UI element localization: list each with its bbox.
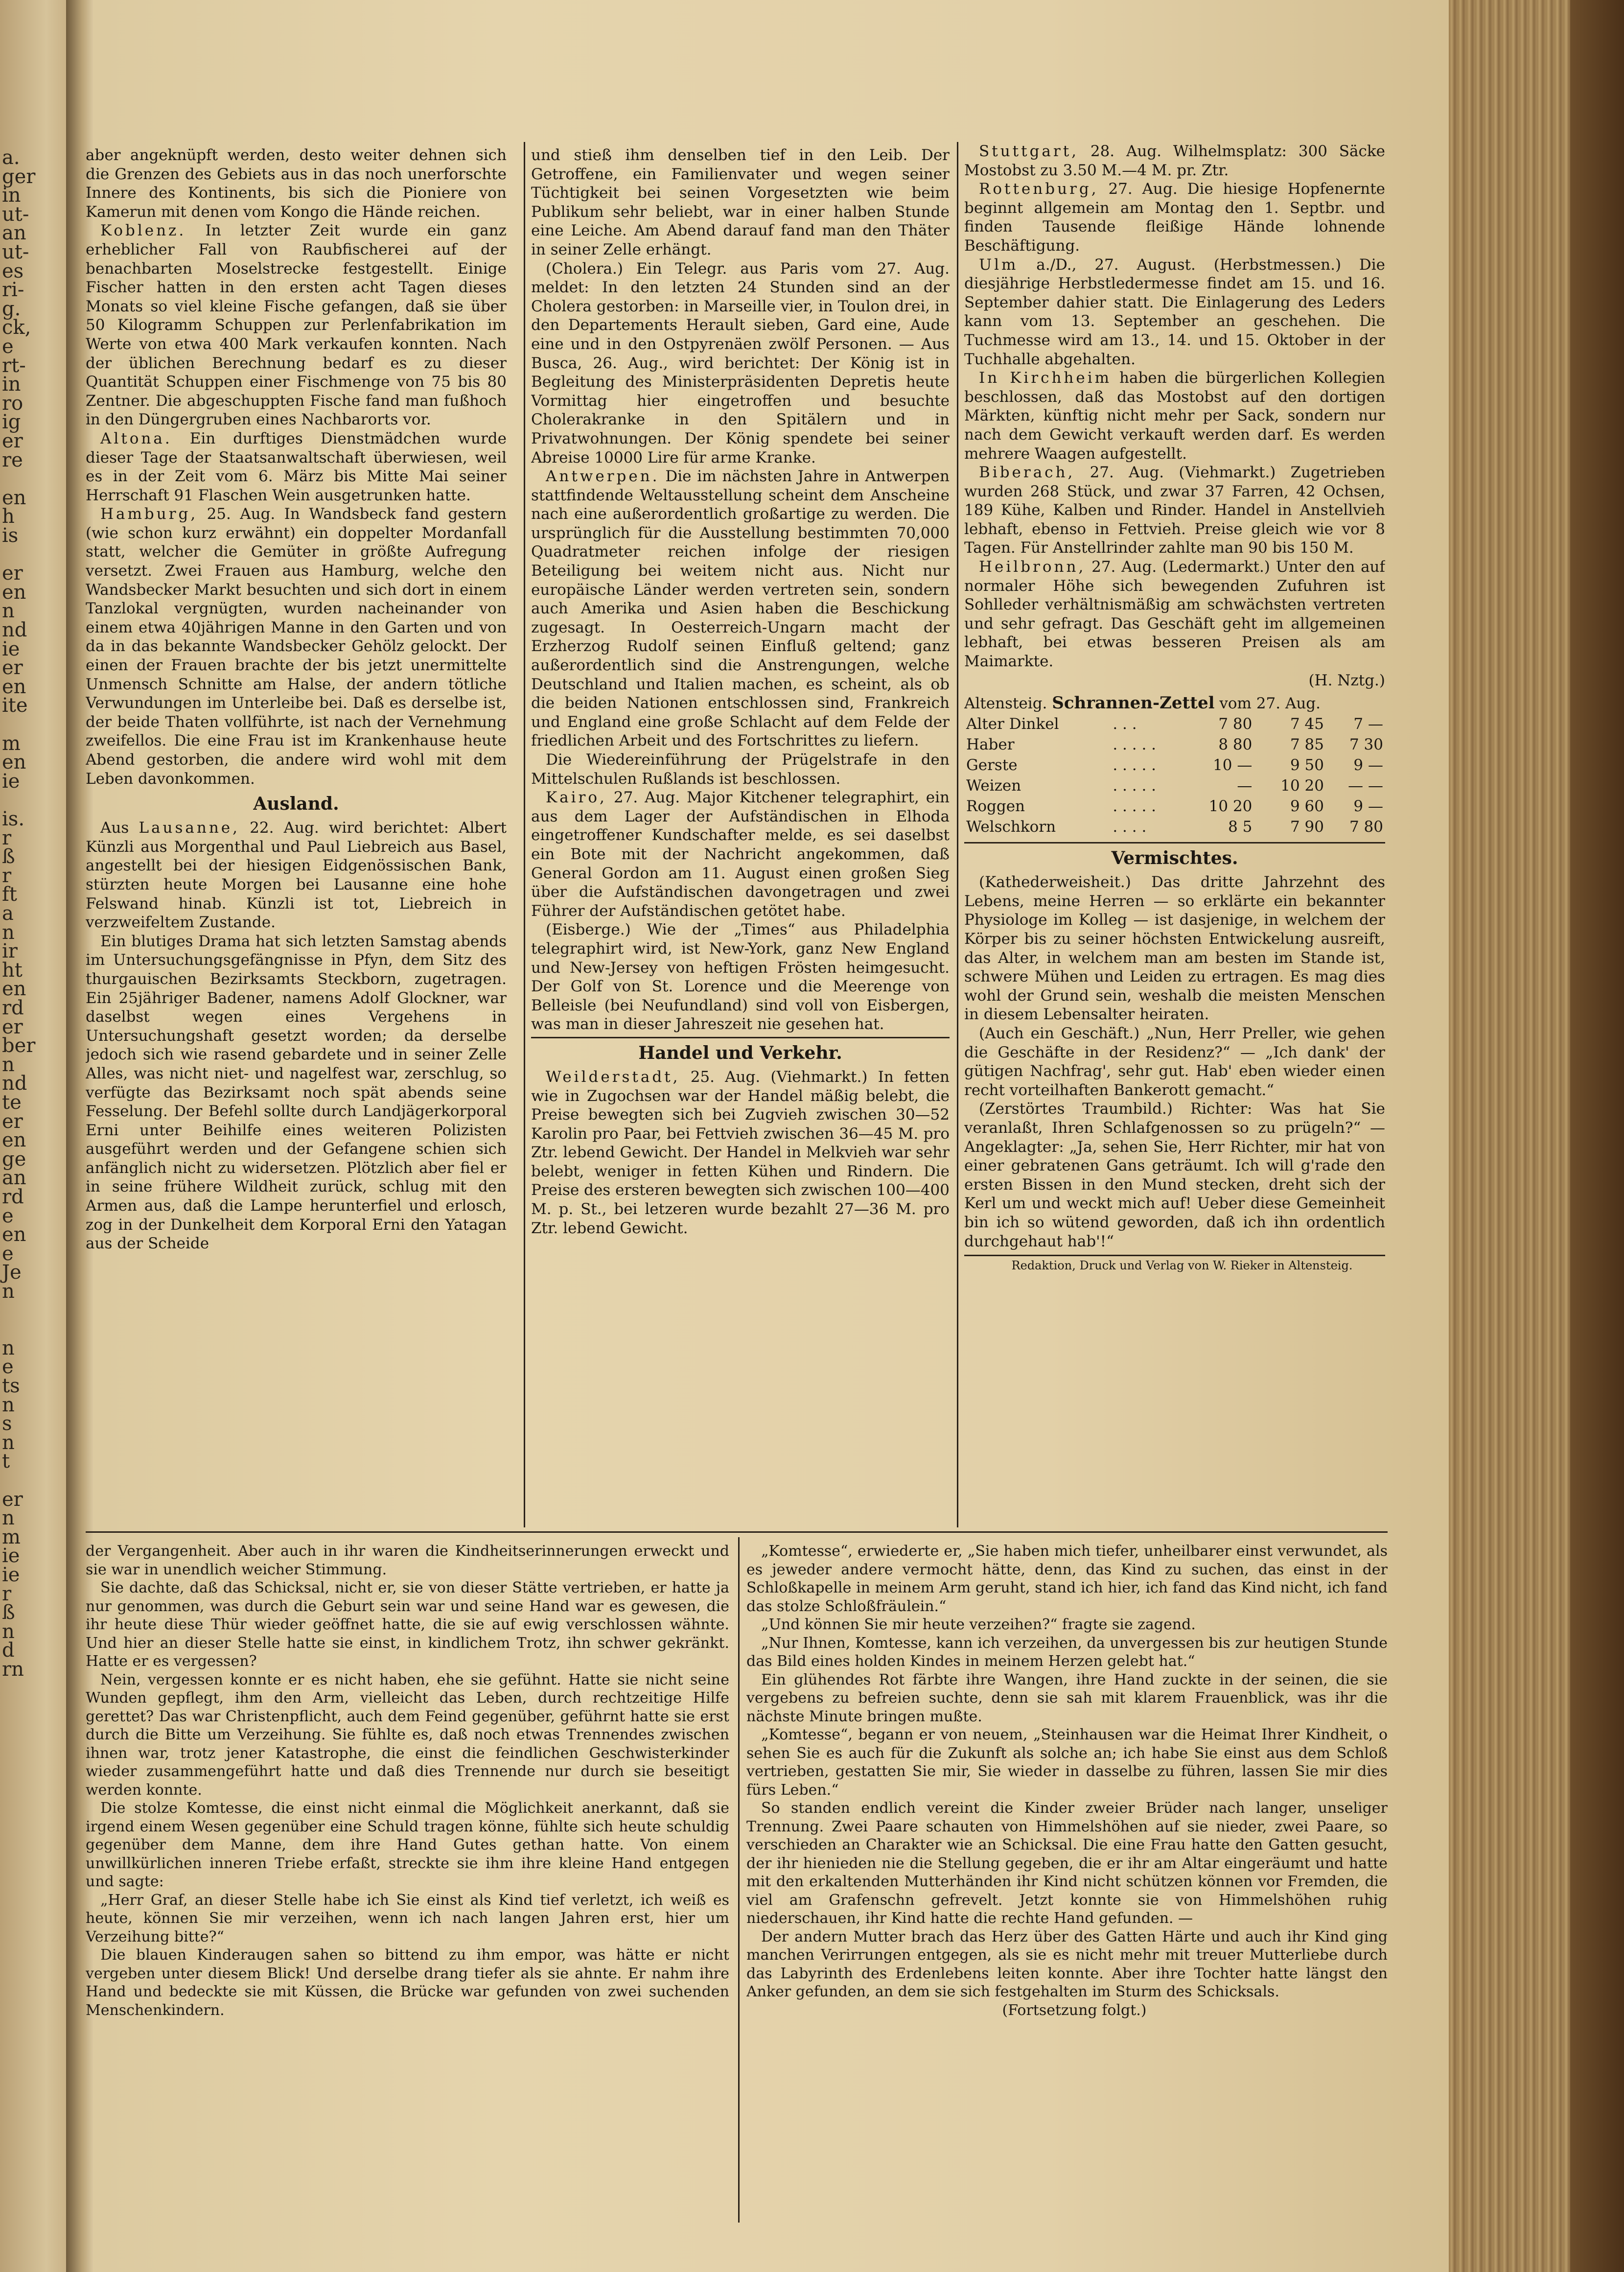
place-name: Hamburg,	[100, 505, 198, 523]
price-cell: 10 20	[1208, 797, 1253, 816]
place-name: Altensteig.	[964, 695, 1047, 713]
story-text: Ein glühendes Rot färbte ihre Wangen, ihre Hand zuckte in der seinen, die sie vergebens zu befreien suchte, denn sie sah mit klarem Frauenblick, was ihr die nächste Minute bringen mußte.	[746, 1671, 1388, 1725]
article-lausanne	[86, 819, 507, 932]
adjacent-page-fragment: er	[2, 1015, 23, 1038]
feuilleton-left	[86, 1542, 729, 2218]
feuilleton-column-rule	[738, 1537, 740, 2223]
adjacent-page-fragment: rd	[2, 1186, 24, 1208]
article-text: Ein durftiges Dienstmädchen wurde dieser Tage der Staatsanwaltschaft überwiesen, weil es in der Zeit vom 6. März bis Mitte Mai seiner Herrschaft 91 Flaschen Wein ausgetrunken hatte.	[86, 429, 507, 504]
column-3	[964, 142, 1385, 1532]
adjacent-page-fragment: n	[2, 1053, 15, 1076]
grain-name: Roggen	[966, 797, 1025, 816]
article-koblenz	[86, 221, 507, 429]
article-cholera	[531, 259, 950, 468]
price-cell: 7 90	[1290, 818, 1324, 836]
adjacent-page-fragment: r	[2, 1582, 12, 1605]
story-text: „Herr Graf, an dieser Stelle habe ich Sie einst als Kind tief verletzt, ich weiß es heute, können Sie mir verzeihen, wenn ich nach langen Jahren erst, hier um Verzeihung bitte?“	[86, 1891, 729, 1945]
story-text: Der andern Mutter brach das Herz über des Gatten Härte und auch ihr Kind ging manchen Verirrungen entgegen, als sie es nicht mehr mit treuer Mutterliebe durch das Labyrinth des Erdenlebens leiten konnte. Aber ihre Tochter hatte längst den Anker gefunden, an dem sie sich festgehalten im Sturm des Schicksals.	[746, 1928, 1388, 2000]
article-text: Aus	[100, 819, 139, 837]
price-row	[964, 796, 1385, 817]
schrannen-zettel	[964, 693, 1385, 837]
adjacent-page-fragment: en	[2, 675, 26, 698]
schrannen-header	[964, 693, 1385, 714]
adjacent-page-fragment: ig	[2, 411, 21, 434]
price-cell: 9 —	[1353, 756, 1383, 774]
story-text: Die blauen Kinderaugen sahen so bittend zu ihm empor, was hätte er nicht vergeben unter diesem Blick! Und derselbe drang tiefer als sie ahnte. Er nahm ihre Hand und bedeckte sie mit Küssen, die Brücke war gefunden von zwei suchenden Menschenkindern.	[86, 1946, 729, 2019]
story-text: „Nur Ihnen, Komtesse, kann ich verzeihen, da unvergessen bis zur heutigen Stunde das Bild eines holden Kindes in meinem Herzen gelebt hat.“	[746, 1634, 1388, 1670]
adjacent-page-fragment: e	[2, 1204, 14, 1227]
adjacent-page-fragment: n	[2, 1507, 15, 1530]
grain-name: Gerste	[966, 756, 1018, 774]
article-text: haben die bürgerlichen Kollegien beschlossen, daß das Mostobst auf den dortigen Märkten, künftig nicht mehr per Sack, sondern nur nach dem Gewicht verkauft werden darf. Es werden mehrere Waagen aufgestellt.	[964, 369, 1385, 463]
adjacent-page-fragment: ut-	[2, 203, 29, 226]
adjacent-page-fragment: en	[2, 581, 26, 604]
adjacent-page-fragment: ß	[2, 1601, 15, 1624]
price-cell: 7 80	[1218, 715, 1253, 733]
adjacent-page-fragment: n	[2, 1431, 15, 1454]
adjacent-page-fragment: rt-	[2, 354, 26, 377]
adjacent-page-fragment: ß	[2, 845, 15, 868]
place-name: In Kirchheim	[979, 369, 1112, 387]
adjacent-page-fragment: rd	[2, 997, 24, 1019]
adjacent-page-fragment: e	[2, 1356, 14, 1379]
article-hamburg	[86, 505, 507, 788]
adjacent-page-fragment: ite	[2, 694, 28, 717]
article-geschaeft: (Auch ein Geschäft.) „Nun, Herr Preller, wie gehen die Geschäfte in der Residenz?“ — „Ich dank' der gütigen Nachfrag', sehr gut. Hab' eben wieder einen recht vorteilhaften Bankerott gemacht.“	[964, 1024, 1385, 1099]
adjacent-page-fragment: ger	[2, 165, 36, 188]
adjacent-page-fragment: an	[2, 222, 26, 245]
price-cell: 9 50	[1290, 756, 1324, 774]
place-name: Altona.	[100, 429, 172, 447]
story-text: „Komtesse“, begann er von neuem, „Steinhausen war die Heimat Ihrer Kindheit, o sehen Sie es auch für die Zukunft als solche an; ich habe Sie einst aus dem Schloß vertrieben, gestatten Sie mir, Sie wieder in dasselbe zu führen, lassen Sie mir dies fürs Leben.“	[746, 1726, 1388, 1799]
adjacent-page-fragment: s	[2, 1412, 12, 1435]
adjacent-page-fragment: nd	[2, 1072, 27, 1095]
continuation-note: (Fortsetzung folgt.)	[1002, 2001, 1147, 2019]
article-text: Ein Telegr. aus Paris vom 27. Aug. meldet: In den letzten 24 Stunden sind an der Cholera gestorben: in Marseille vier, in Toulon drei, in den Departements Herault sieben, Gard eine, Aude eine und in den Ostpyrenäen zwölf Personen. — Aus Busca, 26. Aug., wird berichtet: Der König ist in Begleitung des Ministerpräsidenten Depretis heute Vormittag hier eingetroffen und besuchte Cholerakranke in den Spitälern und in Privatwohnungen. Der König spendete bei seiner Abreise 10000 Lire für arme Kranke.	[531, 259, 950, 467]
adjacent-page-fragment: n	[2, 1620, 15, 1643]
adjacent-page-edge	[0, 0, 66, 2272]
adjacent-page-fragment: Je	[2, 1261, 22, 1284]
article-ulm	[964, 256, 1385, 369]
adjacent-page-fragment: ts	[2, 1375, 20, 1397]
article-text: 22. Aug. wird berichtet: Albert Künzli aus Morgenthal und Paul Liebreich aus Basel, angestellt bei der hiesigen Eidgenössischen Bank, stürzten heute Morgen bei Lausanne eine hohe Felswand hinab. Künzli ist tot, Liebreich in verzweifeltem Zustande.	[86, 819, 507, 932]
adjacent-page-fragment: ri-	[2, 279, 24, 302]
imprint-box	[964, 1255, 1385, 1274]
adjacent-page-fragment: es	[2, 259, 24, 282]
adjacent-page-fragment: en	[2, 978, 26, 1001]
price-cell: — —	[1348, 777, 1383, 795]
leader-dots: . . . . .	[1113, 756, 1157, 774]
article-biberach	[964, 463, 1385, 558]
grain-name: Welschkorn	[966, 818, 1056, 836]
story-text: „Komtesse“, erwiederte er, „Sie haben mich tiefer, unheilbarer einst verwundet, als es jeweder andere vermocht hätte, denn, das Kind zu suchen, das einst in der Schloßkapelle in meinem Arm geruht, stand ich hier, ich fand das Kind nicht, ich fand das stolze Schloßfräulein.“	[746, 1543, 1388, 1615]
adjacent-page-fragment: m	[2, 1525, 21, 1548]
place-name: Lausanne,	[139, 819, 240, 837]
section-heading-vermischtes: Vermischtes.	[964, 842, 1385, 871]
article-text: 28. Aug. Wilhelmsplatz: 300 Säcke Mostobst zu 3.50 M.—4 M. pr. Ztr.	[964, 142, 1385, 179]
adjacent-page-fragment: re	[2, 448, 23, 471]
price-row	[964, 817, 1385, 837]
source-note: (H. Nztg.)	[1308, 671, 1385, 689]
price-table	[964, 714, 1385, 837]
article-text: und stieß ihm denselben tief in den Leib. Der Getroffene, ein Familienvater und wegen seiner Tüchtigkeit bei seinen Vorgesetzten wie beim Publikum sehr beliebt, war in einer halben Stunde eine Leiche. Am Abend darauf fand man den Thäter in seiner Zelle erhängt.	[531, 146, 950, 258]
adjacent-page-fragment: n	[2, 600, 15, 623]
schrannen-title: Schrannen-Zettel	[1052, 693, 1215, 713]
adjacent-page-fragment: in	[2, 373, 21, 396]
adjacent-page-fragment: m	[2, 732, 21, 755]
adjacent-page-fragment: ie	[2, 1564, 20, 1586]
adjacent-page-fragment: d	[2, 1639, 15, 1662]
article-traumbild: (Zerstörtes Traumbild.) Richter: Was hat Sie veranlaßt, Ihren Schlafgenossen so zu prügeln?“ — Angeklagter: „Ja, sehen Sie, Herr Richter, mir hat von einer gebratenen Gans geträumt. Ich will g'rade den ersten Bissen in den Mund stecken, dreht sich der Kerl um und weckt mich auf! Ueber diese Gemeinheit bin ich so wütend geworden, daß ich ihn ordentlich durchgehaut hab'!“	[964, 1100, 1385, 1250]
article-kathederweisheit: (Kathederweisheit.) Das dritte Jahrzehnt des Lebens, meine Herren — so erklärte ein bekannter Physiologe im Kolleg — ist dasjenige, in welchem der Körper bis zu seiner höchsten Entwickelung ausreift, das Alter, in welchem man am besten im Stande ist, schwere Mühen und Leiden zu ertragen. Es mag dies wohl der Grund sein, weshalb die meisten Menschen in diesem Lebensalter heiraten.	[964, 873, 1385, 1024]
article-antwerpen	[531, 467, 950, 750]
price-row	[964, 734, 1385, 755]
grain-name: Alter Dinkel	[966, 715, 1059, 733]
article-stuttgart	[964, 142, 1385, 180]
article-text: Die im nächsten Jahre in Antwerpen stattfindende Weltausstellung scheint dem Anscheine nach eine außerordentlich großartige zu werden. Die ursprünglich für die Ausstellung bestimmten 70,000 Quadratmeter reichen infolge der riesigen Beteiligung bei weitem nicht aus. Nicht nur europäische Länder werden vertreten sein, sondern auch Amerika und Asien haben die Beschickung zugesagt. In Oesterreich-Ungarn macht der Erzherzog Rudolf seinen Einfluß geltend; ganz außerordentlich sind die Anstrengungen, welche Deutschland und Italien machen, es scheint, als ob die beiden Nationen entschlossen sind, Frankreich und England eine große Schlacht auf dem Felde der friedlichen Arbeit und des Fortschrittes zu liefern.	[531, 468, 950, 750]
article-text: In letzter Zeit wurde ein ganz erheblicher Fall von Raubfischerei auf der benachbarten Moselstrecke festgestellt. Einige Fischer hatten in den ersten acht Tagen dieses Monats so viel kleine Fische gefangen, daß sie über 50 Kilogramm Schuppen zur Perlenfabrikation im Werte von etwa 400 Mark verkaufen konnten. Nach der üblichen Berechnung bedarf es zu dieser Quantität Schuppen einer Fischmenge von 75 bis 80 Zentner. Die abgeschuppten Fische fand man fußhoch in den Düngergruben eines Nachbarorts vor.	[86, 222, 507, 429]
adjacent-page-fragment: ro	[2, 392, 23, 415]
article-text: 27. Aug. (Viehmarkt.) Zugetrieben wurden 268 Stück, und zwar 37 Farren, 42 Ochsen, 189 Kühe, Kalben und Rinder. Handel in Anstellvieh lebhaft, ebenso in Fettvieh. Preise gleich wie vor 8 Tagen. Für Anstellrinder zahlte man 90 bis 150 M.	[964, 464, 1385, 557]
adjacent-page-fragment: r	[2, 826, 12, 849]
price-cell: 7 80	[1349, 818, 1383, 836]
place-name: Antwerpen.	[546, 468, 660, 486]
adjacent-page-fragment: is	[2, 524, 19, 547]
adjacent-page-fragment: n	[2, 1393, 15, 1416]
article-text: a./D., 27. August. (Herbstmessen.) Die diesjährige Herbstledermesse findet am 15. und 16. September dahier statt. Die Einlagerung des Leders kann vom 13. September an geschehen. Die Tuchmesse wird am 13., 14. und 15. Oktober in der Tuchhalle abgehalten.	[964, 256, 1385, 368]
story-text: Die stolze Komtesse, die einst nicht einmal die Möglichkeit anerkannt, daß sie irgend einem Wesen gegenüber eine Schuld tragen könne, fühlte sich heute schuldig gegenüber dem Manne, dem ihre Hand Gutes gethan hatte. Von einem unwillkürlichen inneren Triebe erfaßt, streckte sie ihm ihre kleine Hand entgegen und sagte:	[86, 1800, 729, 1890]
place-name: (Cholera.)	[546, 259, 623, 278]
grain-name: Haber	[966, 736, 1015, 754]
column-2	[531, 146, 950, 1531]
article-pfyn: Ein blutiges Drama hat sich letzten Samstag abends im Untersuchungsgefängnisse in Pfyn, dem Sitz des thurgauischen Bezirksamts Steckborn, zugetragen. Ein 25jähriger Badener, namens Adolf Glockner, war daselbst wegen eines Vergehens in Untersuchungshaft gesetzt worden; da derselbe jedoch sich wie rasend gebardete und in seiner Zelle Alles, was nicht niet- und nagelfest war, zerschlug, so verfügte das Bezirksamt noch spät abends seine Fesselung. Der Befehl sollte durch Landjägerkorporal Erni unter Beihilfe eines weiteren Polizisten ausgeführt werden und der Gefangene schien sich anfänglich nicht zu widersetzen. Plötzlich aber fiel er in seine frühere Wildheit zurück, schlug mit den Armen aus, daß die Lampe herunterfiel und erlosch, zog in der Dunkelheit dem Korporal Erni den Yatagan aus der Scheide	[86, 932, 507, 1253]
adjacent-page-fragment: nd	[2, 619, 27, 641]
article-rottenburg	[964, 180, 1385, 255]
price-cell: 7 —	[1353, 715, 1383, 733]
price-row	[964, 775, 1385, 796]
price-cell: 7 45	[1290, 715, 1324, 733]
leader-dots: . . .	[1113, 715, 1137, 733]
adjacent-page-fragment: in	[2, 184, 21, 207]
article-russland: Die Wiedereinführung der Prügelstrafe in den Mittelschulen Rußlands ist beschlossen.	[531, 751, 950, 788]
adjacent-page-fragment: ft	[2, 883, 17, 906]
article-text: aber angeknüpft werden, desto weiter dehnen sich die Grenzen des Gebiets aus in das noch unerforschte Innere des Kontinents, bis sich die Pioniere von Kamerun mit denen vom Kongo die Hände reichen.	[86, 146, 507, 221]
imprint: Redaktion, Druck und Verlag von W. Rieker in Altensteig.	[1011, 1259, 1353, 1273]
price-cell: 8 5	[1228, 818, 1253, 836]
adjacent-page-fragment: er	[2, 430, 23, 452]
adjacent-page-fragment: ut-	[2, 241, 29, 263]
section-heading-ausland: Ausland.	[253, 794, 339, 815]
place-name: Kairo,	[546, 789, 607, 807]
adjacent-page-fragment: ie	[2, 637, 20, 660]
leader-dots: . . . . .	[1113, 736, 1157, 754]
adjacent-page-fragment: r	[2, 864, 12, 887]
leader-dots: . . . . .	[1113, 777, 1157, 795]
article-kirchheim	[964, 369, 1385, 463]
leader-dots: . . . . .	[1113, 797, 1157, 816]
adjacent-page-fragment: an	[2, 1167, 26, 1190]
adjacent-page-fragment: en	[2, 1129, 26, 1152]
adjacent-page-fragment: en	[2, 1223, 26, 1246]
feuilleton-right	[746, 1542, 1388, 2218]
adjacent-page-fragment: er	[2, 1488, 23, 1511]
adjacent-page-fragment: n	[2, 921, 15, 944]
place-name: Biberach,	[979, 464, 1075, 482]
price-cell: 10 20	[1280, 777, 1324, 795]
place-name: Rottenburg,	[979, 180, 1099, 198]
column-1	[86, 146, 507, 1531]
adjacent-page-fragment: en	[2, 751, 26, 774]
price-row	[964, 755, 1385, 775]
adjacent-page-fragment: er	[2, 656, 23, 679]
adjacent-page-fragment: g.	[2, 297, 21, 320]
adjacent-page-fragment: n	[2, 1336, 15, 1359]
adjacent-page-fragment: n	[2, 1280, 15, 1303]
grain-name: Weizen	[966, 777, 1021, 795]
adjacent-page-fragment: rn	[2, 1658, 24, 1681]
adjacent-page-fragment: ge	[2, 1148, 26, 1171]
section-heading-handel: Handel und Verkehr.	[531, 1037, 950, 1066]
place-name: Ulm	[979, 256, 1019, 274]
story-text: der Vergangenheit. Aber auch in ihr waren die Kindheitserinnerungen erweckt und sie war in unendlich weicher Stimmung.	[86, 1543, 729, 1578]
adjacent-page-fragment: e	[2, 1242, 14, 1265]
price-cell: 7 85	[1290, 736, 1324, 754]
price-cell: 7 30	[1349, 736, 1383, 754]
adjacent-page-fragment: ie	[2, 770, 20, 793]
story-text: Sie dachte, daß das Schicksal, nicht er, sie von dieser Stätte vertrieben, er hatte ja nur genommen, was durch die Geburt sein war und seine Hand war es gewesen, die ihr heute diese Thür wieder geöffnet hatte, die sie auf ewig verschlossen wähnte. Und hier an dieser Stelle hatte sie einst, in kindlichem Trotz, ihn schwer gekränkt. Hatte er es vergessen?	[86, 1579, 729, 1670]
adjacent-page-fragment: ck,	[2, 316, 31, 339]
place-name: Stuttgart,	[979, 142, 1079, 160]
price-cell: 9 60	[1290, 797, 1324, 816]
leader-dots: . . . .	[1113, 818, 1147, 836]
adjacent-page-fragment: er	[2, 562, 23, 585]
adjacent-page-fragment: is.	[2, 808, 25, 830]
article-text: 27. Aug. Die hiesige Hopfenernte beginnt allgemein am Montag den 1. Septbr. und finden Tausende fleißige Hände lohnende Beschäftigung.	[964, 180, 1385, 255]
article-weilderstadt	[531, 1068, 950, 1238]
article-kairo	[531, 788, 950, 920]
story-text: „Und können Sie mir heute verzeihen?“ fragte sie zagend.	[761, 1616, 1196, 1633]
place-name: Weilderstadt,	[546, 1068, 680, 1086]
price-cell: 9 —	[1353, 797, 1383, 816]
story-text: Nein, vergessen konnte er es nicht haben, ehe sie gefühnt. Hatte sie nicht seine Wunden gepflegt, ihm den Arm, vielleicht das Leben, durch rechtzeitige Hilfe gerettet? Das war Christenpflicht, auch dem Feind gegenüber, geführnt hatte sie erst durch die Bitte um Verzeihung. Sie fühlte es, daß noch etwas Trennendes zwischen ihnen war, trotz jener Katastrophe, die einst die feindlichen Geschwisterkinder wieder zusammengeführt hatte und daß dies Trennende nur durch sie beseitigt werden konnte.	[86, 1671, 729, 1799]
article-altona	[86, 429, 507, 505]
article-eisberge: (Eisberge.) Wie der „Times“ aus Philadelphia telegraphirt wird, ist New-York, ganz New England und New-Jersey von heftigen Frösten heimgesucht. Der Golf von St. Lorence und die Meerenge von Belleisle (bei Neufundland) sind voll von Eisbergen, was man in dieser Jahreszeit nie gesehen hat.	[531, 921, 950, 1033]
adjacent-page-fragment: a.	[2, 146, 20, 169]
price-cell: 8 80	[1218, 736, 1253, 754]
story-text: So standen endlich vereint die Kinder zweier Brüder nach langer, unseliger Trennung. Zwei Paare schauten von Himmelshöhen auf sie nieder, zwei Paare, so verschieden an Charakter wie an Schicksal. Die eine Frau hatte den Gatten gesucht, der ihr hienieden nie die Stellung gegeben, die er ihr am Altar eingeräumt und hatte mit den erkaltenden Mutterhänden ihr Kind nicht schützen können vor Fremden, die viel am Grafenschn gefrevelt. Jetzt konnte sie von Himmelshöhen ruhig niederschauen, ihr Kind hatte die rechte Hand gefunden. —	[746, 1800, 1388, 1927]
article-text: 27. Aug. (Ledermarkt.) Unter den auf normaler Höhe sich bewegenden Zufuhren ist Sohlleder verhältnismäßig am schwächsten vertreten und sehr gefragt. Das Geschäft geht im allgemeinen lebhaft, bei etwas besseren Preisen als am Maimarkte.	[964, 558, 1385, 671]
article-text: 27. Aug. Major Kitchener telegraphirt, ein aus dem Lager der Aufständischen in Elhoda eingetroffener Kundschafter melde, es sei daselbst ein Bote mit der Nachricht angekommen, daß General Gordon am 11. August einen großen Sieg über die Aufständischen davongetragen und zwei Führer der Aufständischen getötet habe.	[531, 789, 950, 920]
article-heilbronn	[964, 558, 1385, 671]
place-name: Heilbronn,	[979, 558, 1086, 576]
column-rule-1	[524, 142, 525, 1527]
adjacent-page-fragment: h	[2, 505, 15, 528]
column-rule-2	[957, 142, 958, 1527]
adjacent-page-fragment: ht	[2, 959, 23, 982]
article-text: 25. Aug. In Wandsbeck fand gestern (wie schon kurz erwähnt) ein doppelter Mordanfall statt, welcher die Gemüter in größte Aufregung versetzt. Zwei Frauen aus Hamburg, welche den Wandsbecker Markt besuchten und sich dort in einem Tanzlokal vergnügten, wurden nacheinander von einem etwa 40jährigen Manne in den Garten und von da in das bekannte Wandsbecker Gehölz gelockt. Der einen der Frauen brachte der bis jetzt unermittelte Unmensch Schnitte am Halse, der andern tötliche Verwundungen im Unterleibe bei. Daß es derselbe ist, der beide Thaten vollführte, ist nach der Vernehmung zweifellos. Die eine Frau ist im Krankenhause heute Abend gestorben, die andere wird wohl mit dem Leben davonkommen.	[86, 505, 507, 788]
article-text: 25. Aug. (Viehmarkt.) In fetten wie in Zugochsen war der Handel mäßig belebt, die Preise bewegten sich bei Zugvieh zwischen 30—52 Karolin pro Paar, bei Fettvieh zwischen 36—45 M. pro Ztr. lebend Gewicht. Der Handel in Melkvieh war sehr belebt, weniger in fetten Kühen und Rindern. Die Preise des ersteren bewegten sich zwischen 100—400 M. p. St., bei letzeren wurde bezahlt 27—36 M. pro Ztr. lebend Gewicht.	[531, 1068, 950, 1237]
price-row	[964, 714, 1385, 734]
adjacent-page-fragment: ber	[2, 1034, 36, 1057]
adjacent-page-fragment: e	[2, 335, 14, 358]
price-cell: 10 —	[1213, 756, 1253, 774]
place-name: Koblenz.	[100, 222, 186, 240]
adjacent-page-fragment: te	[2, 1091, 22, 1114]
schrannen-date: vom 27. Aug.	[1219, 695, 1321, 713]
adjacent-page-fragment: er	[2, 1110, 23, 1133]
adjacent-page-fragment: en	[2, 486, 26, 509]
price-cell: —	[1237, 777, 1253, 795]
adjacent-page-fragment: ie	[2, 1545, 20, 1568]
adjacent-page-fragment: t	[2, 1450, 10, 1473]
book-page-edges	[1449, 0, 1624, 2272]
adjacent-page-fragment: ir	[2, 940, 18, 963]
adjacent-page-fragment: a	[2, 902, 14, 925]
